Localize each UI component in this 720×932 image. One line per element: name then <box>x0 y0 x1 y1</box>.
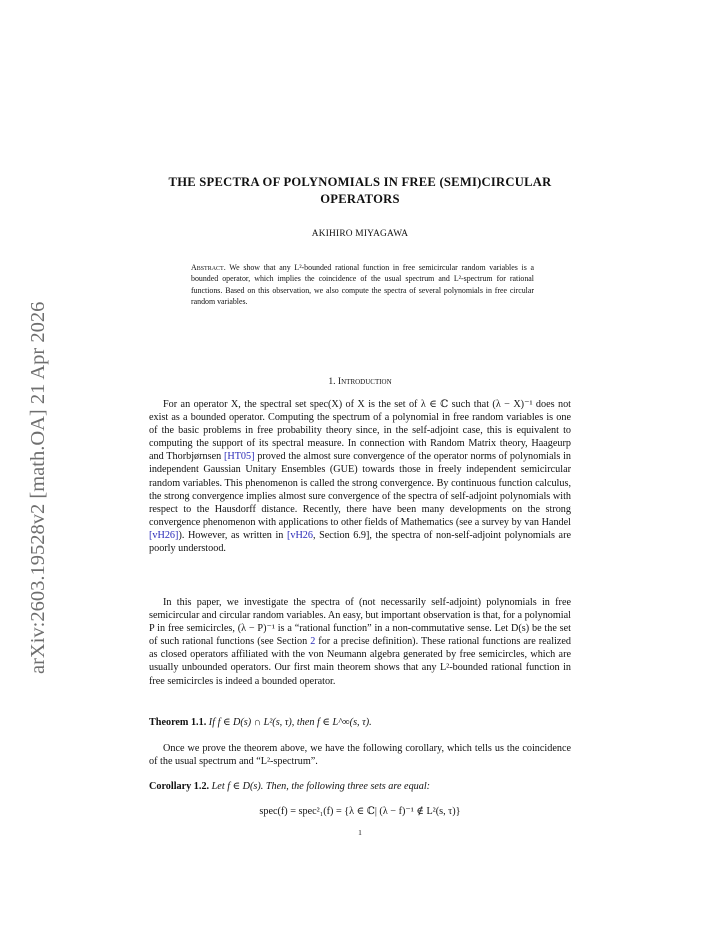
section-link-2[interactable]: 2 <box>310 636 316 648</box>
theorem-label: Theorem 1.1. <box>149 717 207 728</box>
section-heading <box>0 376 720 387</box>
corollary-label: Corollary 1.2. <box>149 781 210 792</box>
intro-p1-text-b: proved the almost sure convergence of the operator norms of polynomials in independent Gaussian Unitary Ensembles (GUE) towards those in freely independent semicircular random variables. This phenomenon is called the strong convergence. By continuous function calculus, the strong convergence implies almost sure convergence of the spectra of self-adjoint polynomials with respect to the Hausdorff distance. Recently, there have been many developments on the strong convergence phenomenon with applications to other fields of Mathematics (see a survey by van Handel <box>149 451 571 528</box>
abstract-text: We show that any L²-bounded rational function in free semicircular random variables is a bounded operator, which implies the coincidence of the usual spectrum and L²-spectrum for rational functions. Based on this observation, we also compute the spectra of several polynomials in free circular random variables. <box>191 263 534 306</box>
paper-title <box>0 174 720 208</box>
arxiv-identifier-text: arXiv:2603.19528v2 [math.OA] 21 Apr 2026 <box>27 301 49 674</box>
theorem-1-1 <box>149 717 571 728</box>
intro-p1-text-a: For an operator X, the spectral set spec(X) of X is the set of λ ∈ ℂ such that (λ − X)⁻¹ does not exist as a bounded operator. Computing the spectrum of a polynomial in free random variables is one of the basic problems in free probability theory since, in the self-adjoint case, this is equivalent to computing the support of its spectral measure. In connection with Random Matrix theory, Haageurp and Thorbjørnsen <box>149 399 571 463</box>
citation-link-ht05[interactable]: [HT05] <box>223 451 255 463</box>
section-title: Introduction <box>337 376 392 387</box>
corollary-statement: Let f ∈ D(s). Then, the following three sets are equal: <box>211 781 431 792</box>
after-theorem-text: Once we prove the theorem above, we have the following corollary, which tells us the coincidence of the usual spectrum and “L²-spectrum”. <box>149 743 571 768</box>
intro-p2-text-a: In this paper, we investigate the spectra of (not necessarily self-adjoint) polynomials in free semicircular and circular random variables. An easy, but important observation is that, for a polynomial P in free semicircles, (λ − P)⁻¹ is a “rational function” in a non-commutative sense. Let D(s) be the set of such rational functions (see Section <box>149 597 571 648</box>
display-equation: spec(f) = spec²₁(f) = {λ ∈ ℂ| (λ − f)⁻¹ ∉ L²(s, τ)} <box>259 806 461 817</box>
intro-p2-text-b: for a precise definition). These rational functions are realized as closed operators affiliated with the von Neumann algebra generated by free semicircles, which are usually unbounded operators. Our first main theorem shows that any L²-bounded rational function in free semicircles is indeed a bounded operator. <box>149 636 571 687</box>
citation-link-vh26-section[interactable]: [vH26 <box>286 529 313 541</box>
intro-p1-text-c: ). However, as written in <box>178 529 287 541</box>
theorem-statement: If f ∈ D(s) ∩ L²(s, τ), then f ∈ L^∞(s, τ). <box>208 717 372 728</box>
page-number: 1 <box>358 828 362 837</box>
intro-paragraph-2 <box>149 596 571 688</box>
intro-p1-text-c2: , Section 6.9] <box>313 529 370 541</box>
abstract <box>191 262 534 307</box>
title-line-2: OPERATORS <box>320 192 400 206</box>
section-number: 1. <box>328 376 336 387</box>
citation-link-vh26[interactable]: [vH26] <box>149 529 179 541</box>
arxiv-identifier-stamp <box>16 244 52 674</box>
corollary-1-2 <box>149 781 571 792</box>
title-line-1: THE SPECTRA OF POLYNOMIALS IN FREE (SEMI)CIRCULAR <box>168 175 552 189</box>
after-theorem-paragraph <box>149 742 571 768</box>
author-name: AKIHIRO MIYAGAWA <box>311 229 409 239</box>
intro-paragraph-1 <box>149 398 571 555</box>
intro-p1-text-d: , the spectra of non-self-adjoint polynomials are poorly understood. <box>149 529 571 555</box>
abstract-heading: Abstract. <box>191 263 226 272</box>
